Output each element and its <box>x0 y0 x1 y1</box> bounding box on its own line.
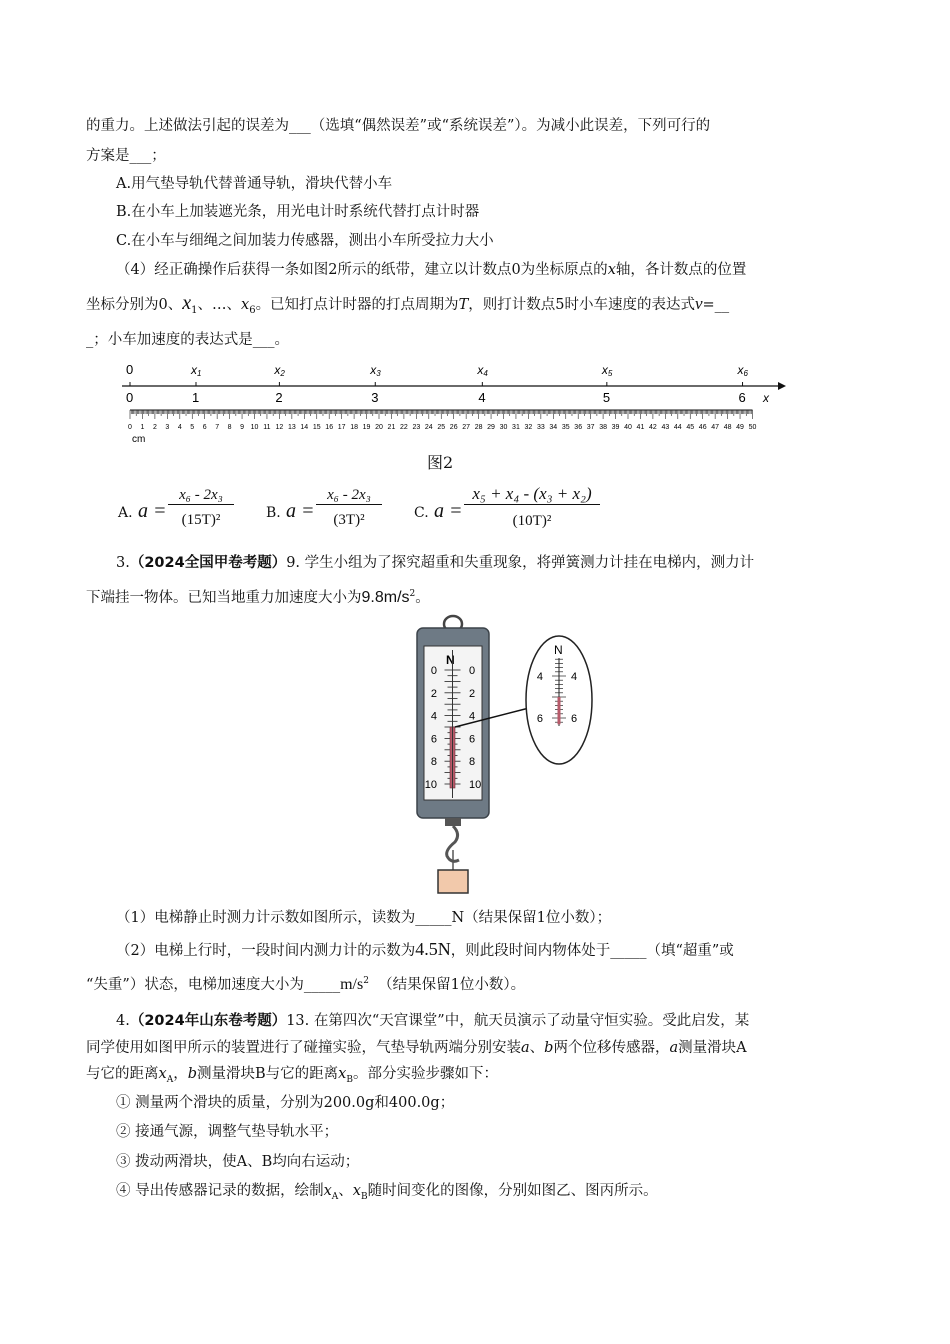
text: 。已知打点计时器的打点周期为 <box>255 297 459 313</box>
top-label: x3 <box>370 363 381 378</box>
ruler-number: 26 <box>449 424 458 431</box>
top-label: x2 <box>274 363 285 378</box>
ruler-number: 41 <box>636 424 645 431</box>
zoom-label-right: 4 <box>571 671 578 683</box>
option-c-numerator: x₅ + x₄ - (x₃ + x₂) <box>464 484 600 505</box>
ruler-number: 21 <box>387 424 396 431</box>
ruler-number: 46 <box>698 424 707 431</box>
ruler-number: 7 <box>215 424 220 431</box>
var-x: x <box>607 262 616 278</box>
ruler-number: 0 <box>128 424 132 431</box>
q2-option-b: B.在小车上加装遮光条，用光电计时系统代替打点计时器 <box>116 204 480 220</box>
var-xA: x <box>323 1183 332 1199</box>
option-b-numerator: x₆ - 2x₃ <box>316 487 382 505</box>
text: 测量滑块A <box>678 1040 747 1056</box>
axis-number: 1 <box>191 390 200 405</box>
q4-step-4 <box>116 1181 950 1207</box>
hanging-weight <box>438 870 468 893</box>
ruler-number: 13 <box>287 424 296 431</box>
text: （2）电梯上行时，一段时间内测力计的示数为 <box>116 943 416 959</box>
scale-label-left: 8 <box>430 756 437 769</box>
q2-part4-line-1 <box>116 260 950 280</box>
top-label: 0 <box>126 362 134 377</box>
ruler-number: 31 <box>512 424 520 431</box>
axis-number: 3 <box>371 390 379 405</box>
text: =__ <box>702 297 730 313</box>
ruler-number: 6 <box>202 424 207 431</box>
ruler-number: 45 <box>686 424 695 431</box>
sup: 2 <box>363 976 369 986</box>
text: ， <box>173 1066 188 1082</box>
x-axis-var: x <box>763 391 769 405</box>
scale-label-left: 10 <box>424 779 437 791</box>
top-label-sub: 5 <box>607 369 613 378</box>
ruler-number: 48 <box>723 424 732 431</box>
top-label-sub: 6 <box>743 369 748 378</box>
var-xA: x <box>158 1066 167 1082</box>
text: ④ 导出传感器记录的数据，绘制 <box>116 1183 324 1199</box>
ruler-number: 8 <box>227 424 232 431</box>
top-label: x1 <box>190 363 202 378</box>
ruler-number: 22 <box>400 424 408 431</box>
axis-number: 0 <box>126 390 134 405</box>
scale-label-right: 10 <box>469 779 482 791</box>
sub: B <box>346 1074 353 1085</box>
ruler-number: 34 <box>549 424 558 431</box>
q2-line-1: 的重力。上述做法引起的误差为___（选填“偶然误差”或“系统误差”）。为减小此误差，下列可行的 <box>86 118 711 134</box>
ruler-number: 42 <box>649 424 657 431</box>
ruler-number: 39 <box>611 424 620 431</box>
option-b-denominator: (3T)² <box>333 512 365 528</box>
q3-sub-2-line-2 <box>86 971 950 995</box>
text: （4）经正确操作后获得一条如图2所示的纸带，建立以计数点0为坐标原点的 <box>116 262 608 278</box>
option-c-label: C. <box>414 505 429 521</box>
ruler-number: 33 <box>536 424 545 431</box>
q4-line-1 <box>116 1011 950 1031</box>
q4-step-3: ③ 拨动两滑块，使A、B均向右运动； <box>116 1154 360 1170</box>
option-a-numerator: x₆ - 2x₃ <box>168 487 234 505</box>
ruler-number: 43 <box>661 424 670 431</box>
text: 随时间变化的图像，分别如图乙、图丙所示。 <box>367 1183 658 1199</box>
q4-line-3 <box>86 1064 950 1090</box>
ruler-number: 17 <box>337 424 346 431</box>
q2-option-c: C.在小车与细绳之间加装力传感器，测出小车所受拉力大小 <box>116 233 494 249</box>
top-label: x6 <box>737 363 748 378</box>
ruler-number: 25 <box>437 424 446 431</box>
ruler-number: 12 <box>275 424 284 431</box>
option-a-lhs: a = <box>138 500 167 522</box>
scale-label-right: 4 <box>469 710 476 723</box>
q2-part4-line-2 <box>86 293 950 321</box>
text: 、…、 <box>197 297 241 313</box>
ruler-number: 50 <box>748 424 757 431</box>
ruler-number: 40 <box>624 424 632 431</box>
var-T: T <box>458 297 469 313</box>
option-c-lhs: a = <box>434 500 463 522</box>
g-value: 9.8m/s <box>361 588 410 606</box>
var-a: a <box>521 1040 530 1056</box>
ruler-number: 4 <box>177 424 182 431</box>
var-x1: x <box>182 292 192 314</box>
question-number: 4. <box>116 1013 130 1029</box>
q3-sub-2-line-1 <box>116 939 950 961</box>
top-label-sub: 4 <box>483 369 488 378</box>
scale-label-right: 0 <box>469 665 476 677</box>
ruler-number: 1 <box>140 424 145 431</box>
ruler-number: 15 <box>312 424 321 431</box>
text: 、 <box>338 1183 353 1199</box>
figure-2-caption: 图2 <box>427 453 454 472</box>
axis-number: 2 <box>275 390 283 405</box>
text: 。 <box>415 589 430 606</box>
ruler-number: 23 <box>412 424 421 431</box>
zoom-label-left: 6 <box>536 713 543 725</box>
ruler-number: 14 <box>300 424 309 431</box>
ruler-number: 20 <box>375 424 383 431</box>
scale-label-left: 2 <box>430 687 437 700</box>
ruler-unit: cm <box>132 434 146 445</box>
ruler-number: 37 <box>586 424 595 431</box>
var-xB: x <box>338 1066 347 1082</box>
scale-label-right: 8 <box>469 756 476 769</box>
text: 坐标分别为0、 <box>86 297 183 313</box>
text: ，则此段时间内物体处于_____（填“超重”或 <box>450 943 734 959</box>
ruler-number: 11 <box>263 424 271 431</box>
text: 下端挂一物体。已知当地重力加速度大小为 <box>86 589 362 606</box>
top-label: x4 <box>477 363 488 378</box>
zoom-unit: N <box>554 643 563 657</box>
scale-label-right: 6 <box>469 733 476 746</box>
axis-number: 6 <box>738 390 746 405</box>
bottom-fitting <box>445 818 461 826</box>
scale-label-left: 4 <box>430 710 437 723</box>
ruler-number: 47 <box>711 424 720 431</box>
ruler-number: 24 <box>424 424 433 431</box>
ruler-number: 16 <box>325 424 334 431</box>
var-v: v <box>694 294 703 313</box>
sub: B <box>360 1191 368 1202</box>
ruler-number: 38 <box>599 424 607 431</box>
text: “失重”）状态，电梯加速度大小为_____ <box>86 976 341 993</box>
text: 测量滑块B与它的距离 <box>196 1066 339 1082</box>
sub: 6 <box>249 304 256 316</box>
ruler-number: 10 <box>250 424 259 431</box>
sub: A <box>166 1074 174 1085</box>
option-b-lhs: a = <box>286 500 315 522</box>
q3-line-2 <box>86 584 950 608</box>
ruler-number: 3 <box>165 424 170 431</box>
var-a: a <box>669 1040 679 1056</box>
ruler-number: 44 <box>673 424 682 431</box>
ruler-number: 9 <box>240 424 245 431</box>
q3-line-1 <box>116 553 950 573</box>
option-a-label: A. <box>118 505 133 521</box>
text: 、 <box>529 1040 545 1056</box>
zoom-indicator <box>558 697 561 724</box>
spring-scale-figure <box>415 612 615 897</box>
zoom-label-left: 4 <box>536 671 543 683</box>
option-a-denominator: (15T)² <box>181 512 221 528</box>
question-source: （2024年山东卷考题） <box>129 1013 287 1029</box>
axis-number: 5 <box>602 390 611 405</box>
ruler-number: 29 <box>487 424 495 431</box>
q2-part4-line-3: _；小车加速度的表达式是___。 <box>86 332 289 348</box>
q4-line-2 <box>86 1038 950 1058</box>
text: 9. 学生小组为了探究超重和失重现象，将弹簧测力计挂在电梯内，测力计 <box>286 555 755 571</box>
ruler-number: 32 <box>524 424 533 431</box>
option-b-label: B. <box>266 505 281 521</box>
text: （结果保留1位小数）。 <box>378 976 526 993</box>
q3-sub-1: （1）电梯静止时测力计示数如图所示，读数为_____N（结果保留1位小数）； <box>116 910 612 926</box>
ruler-number: 49 <box>736 424 744 431</box>
ruler-number: 27 <box>462 424 471 431</box>
text: 轴，各计数点的位置 <box>615 262 747 278</box>
scale-label-right: 2 <box>469 687 476 700</box>
top-label-sub: 3 <box>376 369 381 378</box>
top-label: x5 <box>601 363 613 378</box>
reading-value: 4.5N <box>415 939 451 959</box>
var-b: b <box>187 1066 197 1082</box>
q2-option-a: A.用气垫导轨代替普通导轨，滑块代替小车 <box>116 176 393 192</box>
text: 两个位移传感器， <box>553 1040 670 1056</box>
question-source: （2024全国甲卷考题） <box>129 555 287 571</box>
ruler-number: 2 <box>152 424 157 431</box>
zoom-label-right: 6 <box>571 713 578 725</box>
ruler-number: 35 <box>561 424 570 431</box>
top-label-sub: 1 <box>196 369 202 378</box>
question-number: 3. <box>116 555 130 571</box>
var-b: b <box>544 1040 554 1056</box>
text: 与它的距离 <box>86 1066 159 1082</box>
scale-label-left: 6 <box>430 733 437 746</box>
sup: 2 <box>409 589 416 599</box>
sub: A <box>331 1191 339 1202</box>
figure-2-tape <box>118 360 798 450</box>
sub: 1 <box>191 304 198 316</box>
q4-step-1: ① 测量两个滑块的质量，分别为200.0g和400.0g； <box>116 1095 455 1111</box>
text: ，则打计数点5时小车速度的表达式 <box>468 297 695 313</box>
unit: m/s <box>340 975 364 993</box>
scale-label-left: 0 <box>430 665 437 677</box>
ruler-number: 30 <box>499 424 508 431</box>
option-c-denominator: (10T)² <box>512 513 552 529</box>
x-axis-arrow <box>778 382 786 390</box>
var-x6: x <box>241 297 250 313</box>
ruler-number: 36 <box>574 424 583 431</box>
top-label-sub: 2 <box>280 369 285 378</box>
ruler-number: 18 <box>350 424 358 431</box>
figure-2-group <box>122 362 786 445</box>
text: 。部分实验步骤如下： <box>352 1066 498 1082</box>
text: 13. 在第四次“天宫课堂”中，航天员演示了动量守恒实验。受此启发，某 <box>286 1013 750 1029</box>
q2-line-2: 方案是___； <box>86 148 166 164</box>
ruler-number: 19 <box>362 424 371 431</box>
scale-unit: N <box>446 653 455 667</box>
q4-step-2: ② 接通气源，调整气垫导轨水平； <box>116 1124 339 1140</box>
axis-number: 4 <box>478 390 486 405</box>
var-xB: x <box>352 1183 361 1199</box>
ruler-number: 5 <box>190 424 195 431</box>
ruler-number: 28 <box>474 424 483 431</box>
text: 同学使用如图甲所示的装置进行了碰撞实验，气垫导轨两端分别安装 <box>86 1040 521 1056</box>
